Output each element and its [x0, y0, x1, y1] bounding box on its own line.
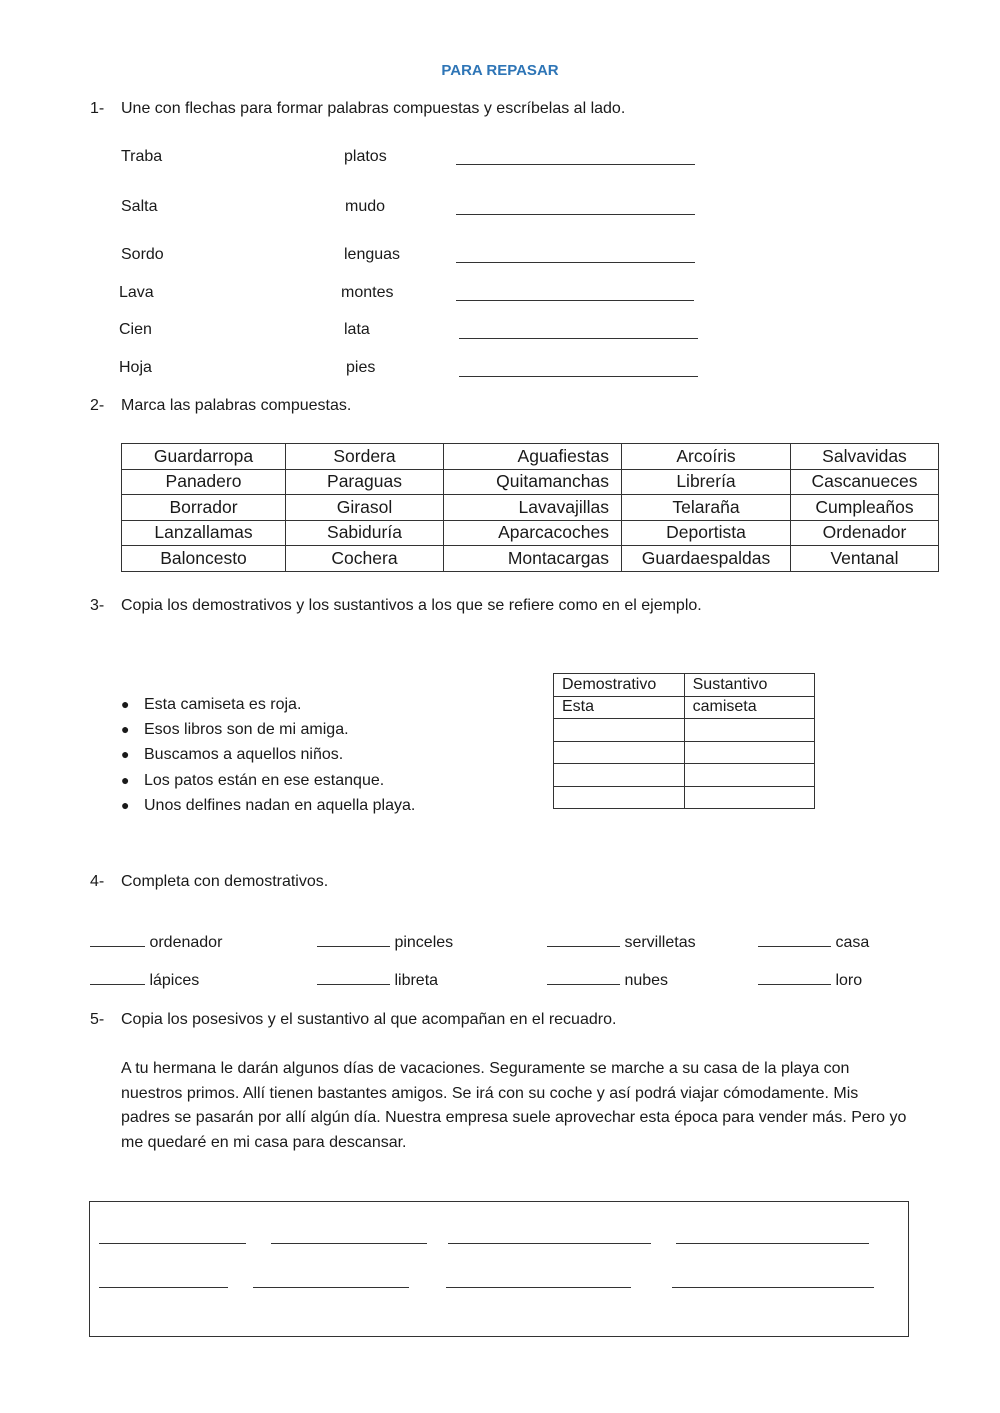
word-cell[interactable]: Sabiduría — [286, 520, 444, 546]
answer-line[interactable] — [446, 1287, 631, 1288]
word-cell[interactable]: Quitamanchas — [444, 469, 622, 495]
word-cell[interactable]: Ventanal — [791, 546, 939, 572]
paragraph-line: nuestros primos. Allí tienen bastantes amigos. Se irá con su coche y así podrá viajar cómodamente. Mis — [121, 1084, 859, 1102]
page-title: PARA REPASAR — [441, 62, 559, 79]
q2-number: 2- — [90, 397, 105, 414]
fill-word: ordenador — [149, 934, 223, 951]
answer-line[interactable] — [672, 1287, 874, 1288]
answer-line[interactable] — [448, 1243, 651, 1244]
answer-line[interactable] — [459, 376, 698, 377]
bullet-icon: ● — [121, 696, 130, 712]
answer-line[interactable] — [456, 214, 695, 215]
table-header-row — [554, 674, 815, 697]
answer-line[interactable] — [90, 945, 145, 947]
word-cell[interactable]: Lanzallamas — [122, 520, 286, 546]
q1-left-word: Traba — [121, 148, 163, 165]
q1-left-word: Salta — [121, 198, 158, 215]
sentence-text: Esta camiseta es roja. — [144, 696, 302, 713]
header-sustantivo: Sustantivo — [684, 674, 814, 697]
fill-item — [758, 972, 862, 990]
answer-cell[interactable] — [684, 786, 814, 809]
answer-line[interactable] — [317, 945, 390, 947]
table-row — [122, 520, 939, 546]
answer-line[interactable] — [456, 262, 695, 263]
fill-word: casa — [835, 934, 870, 951]
word-cell[interactable]: Borrador — [122, 495, 286, 521]
list-item — [121, 692, 415, 717]
bullet-icon: ● — [121, 771, 130, 788]
answer-cell[interactable] — [554, 719, 685, 742]
answer-line[interactable] — [676, 1243, 869, 1244]
word-cell[interactable]: Girasol — [286, 495, 444, 521]
word-cell[interactable]: Guardarropa — [122, 444, 286, 470]
answer-line[interactable] — [99, 1243, 246, 1244]
bullet-icon: ● — [121, 796, 130, 813]
paragraph-line: A tu hermana le darán algunos días de vacaciones. Seguramente se marche a su casa de la playa con — [121, 1060, 850, 1077]
answer-line[interactable] — [459, 338, 698, 339]
answer-line[interactable] — [758, 983, 831, 985]
table-row — [554, 696, 815, 719]
sentence-text: Esos libros son de mi amiga. — [144, 721, 349, 739]
list-item — [121, 768, 415, 793]
table-row — [554, 741, 815, 764]
q1-right-word: lenguas — [344, 246, 401, 263]
fill-item — [90, 972, 199, 990]
q1-right-word: lata — [344, 321, 370, 338]
compound-words-table — [121, 443, 939, 572]
word-cell[interactable]: Montacargas — [444, 546, 622, 572]
q1-right-word: mudo — [345, 198, 386, 215]
answer-line[interactable] — [456, 300, 694, 301]
sentence-text: Unos delfines nadan en aquella playa. — [144, 796, 416, 814]
sentence-list — [121, 692, 415, 818]
answer-line[interactable] — [547, 945, 620, 947]
answer-cell[interactable] — [684, 764, 814, 787]
word-cell[interactable]: Arcoíris — [622, 444, 791, 470]
answer-line[interactable] — [253, 1287, 409, 1288]
paragraph-line: me quedaré en mi casa para descansar. — [121, 1133, 407, 1151]
word-cell[interactable]: Cascanueces — [791, 469, 939, 495]
example-demonstrative: Esta — [554, 696, 685, 719]
fill-item — [547, 934, 696, 952]
table-row — [122, 444, 939, 470]
answer-line[interactable] — [90, 983, 145, 985]
fill-word: lápices — [149, 972, 200, 989]
q4-number: 4- — [90, 873, 105, 890]
word-cell[interactable]: Guardaespaldas — [622, 546, 791, 572]
answer-line[interactable] — [456, 164, 695, 165]
table-row — [122, 495, 939, 521]
paragraph-line: padres se pasarán por allí algún día. Nuestra empresa suele aprovechar esta época para vender más. Pero yo — [121, 1109, 907, 1126]
word-cell[interactable]: Salvavidas — [791, 444, 939, 470]
q1-instruction: Une con flechas para formar palabras compuestas y escríbelas al lado. — [121, 100, 626, 117]
list-item — [121, 717, 415, 742]
table-row — [122, 546, 939, 572]
word-cell[interactable]: Sordera — [286, 444, 444, 470]
answer-cell[interactable] — [554, 764, 685, 787]
bullet-icon: ● — [121, 721, 130, 738]
word-cell[interactable]: Baloncesto — [122, 546, 286, 572]
fill-item — [317, 934, 453, 952]
answer-line[interactable] — [99, 1287, 228, 1288]
fill-item — [90, 934, 222, 952]
word-cell[interactable]: Ordenador — [791, 520, 939, 546]
word-cell[interactable]: Deportista — [622, 520, 791, 546]
sentence-text: Los patos están en ese estanque. — [144, 771, 385, 789]
q1-left-word: Hoja — [119, 359, 152, 376]
fill-item — [758, 934, 869, 952]
answer-cell[interactable] — [554, 786, 685, 809]
fill-word: nubes — [624, 972, 669, 989]
table-row — [554, 764, 815, 787]
fill-word: loro — [835, 972, 863, 989]
q1-right-word: pies — [346, 359, 376, 376]
example-noun: camiseta — [684, 696, 814, 719]
fill-item — [317, 972, 438, 990]
header-demostrativo: Demostrativo — [554, 674, 685, 697]
q2-instruction: Marca las palabras compuestas. — [121, 397, 352, 414]
word-cell[interactable]: Cochera — [286, 546, 444, 572]
word-cell[interactable]: Librería — [622, 469, 791, 495]
q5-paragraph — [121, 1057, 951, 1155]
q1-right-word: platos — [344, 148, 387, 165]
answer-line[interactable] — [271, 1243, 427, 1244]
q1-right-word: montes — [341, 284, 394, 301]
answer-box — [89, 1201, 909, 1337]
q4-instruction: Completa con demostrativos. — [121, 873, 329, 890]
answer-cell[interactable] — [554, 741, 685, 764]
word-cell[interactable]: Telaraña — [622, 495, 791, 521]
sentence-text: Buscamos a aquellos niños. — [144, 746, 344, 764]
answer-line[interactable] — [758, 945, 831, 947]
word-cell[interactable]: Cumpleaños — [791, 495, 939, 521]
table-row — [122, 469, 939, 495]
word-cell[interactable]: Aparcacoches — [444, 520, 622, 546]
word-cell[interactable]: Lavavajillas — [444, 495, 622, 521]
word-cell[interactable]: Paraguas — [286, 469, 444, 495]
list-item — [121, 742, 415, 767]
demonstrative-table — [553, 673, 815, 809]
q3-number: 3- — [90, 597, 105, 614]
q1-left-word: Lava — [119, 284, 154, 301]
q1-number: 1- — [90, 100, 105, 117]
answer-line[interactable] — [547, 983, 620, 985]
list-item — [121, 793, 415, 818]
q5-instruction: Copia los posesivos y el sustantivo al que acompañan en el recuadro. — [121, 1011, 617, 1028]
answer-cell[interactable] — [684, 741, 814, 764]
fill-word: servilletas — [624, 934, 696, 951]
bullet-icon: ● — [121, 746, 130, 763]
answer-cell[interactable] — [684, 719, 814, 742]
fill-word: pinceles — [394, 934, 454, 951]
q1-left-word: Sordo — [121, 246, 164, 263]
table-row — [554, 719, 815, 742]
fill-item — [547, 972, 668, 990]
fill-word: libreta — [394, 972, 439, 989]
q1-left-word: Cien — [119, 321, 152, 338]
q5-number: 5- — [90, 1011, 105, 1028]
answer-line[interactable] — [317, 983, 390, 985]
word-cell[interactable]: Aguafiestas — [444, 444, 622, 470]
word-cell[interactable]: Panadero — [122, 469, 286, 495]
q3-instruction: Copia los demostrativos y los sustantivos a los que se refiere como en el ejemplo. — [121, 597, 702, 614]
table-row — [554, 786, 815, 809]
